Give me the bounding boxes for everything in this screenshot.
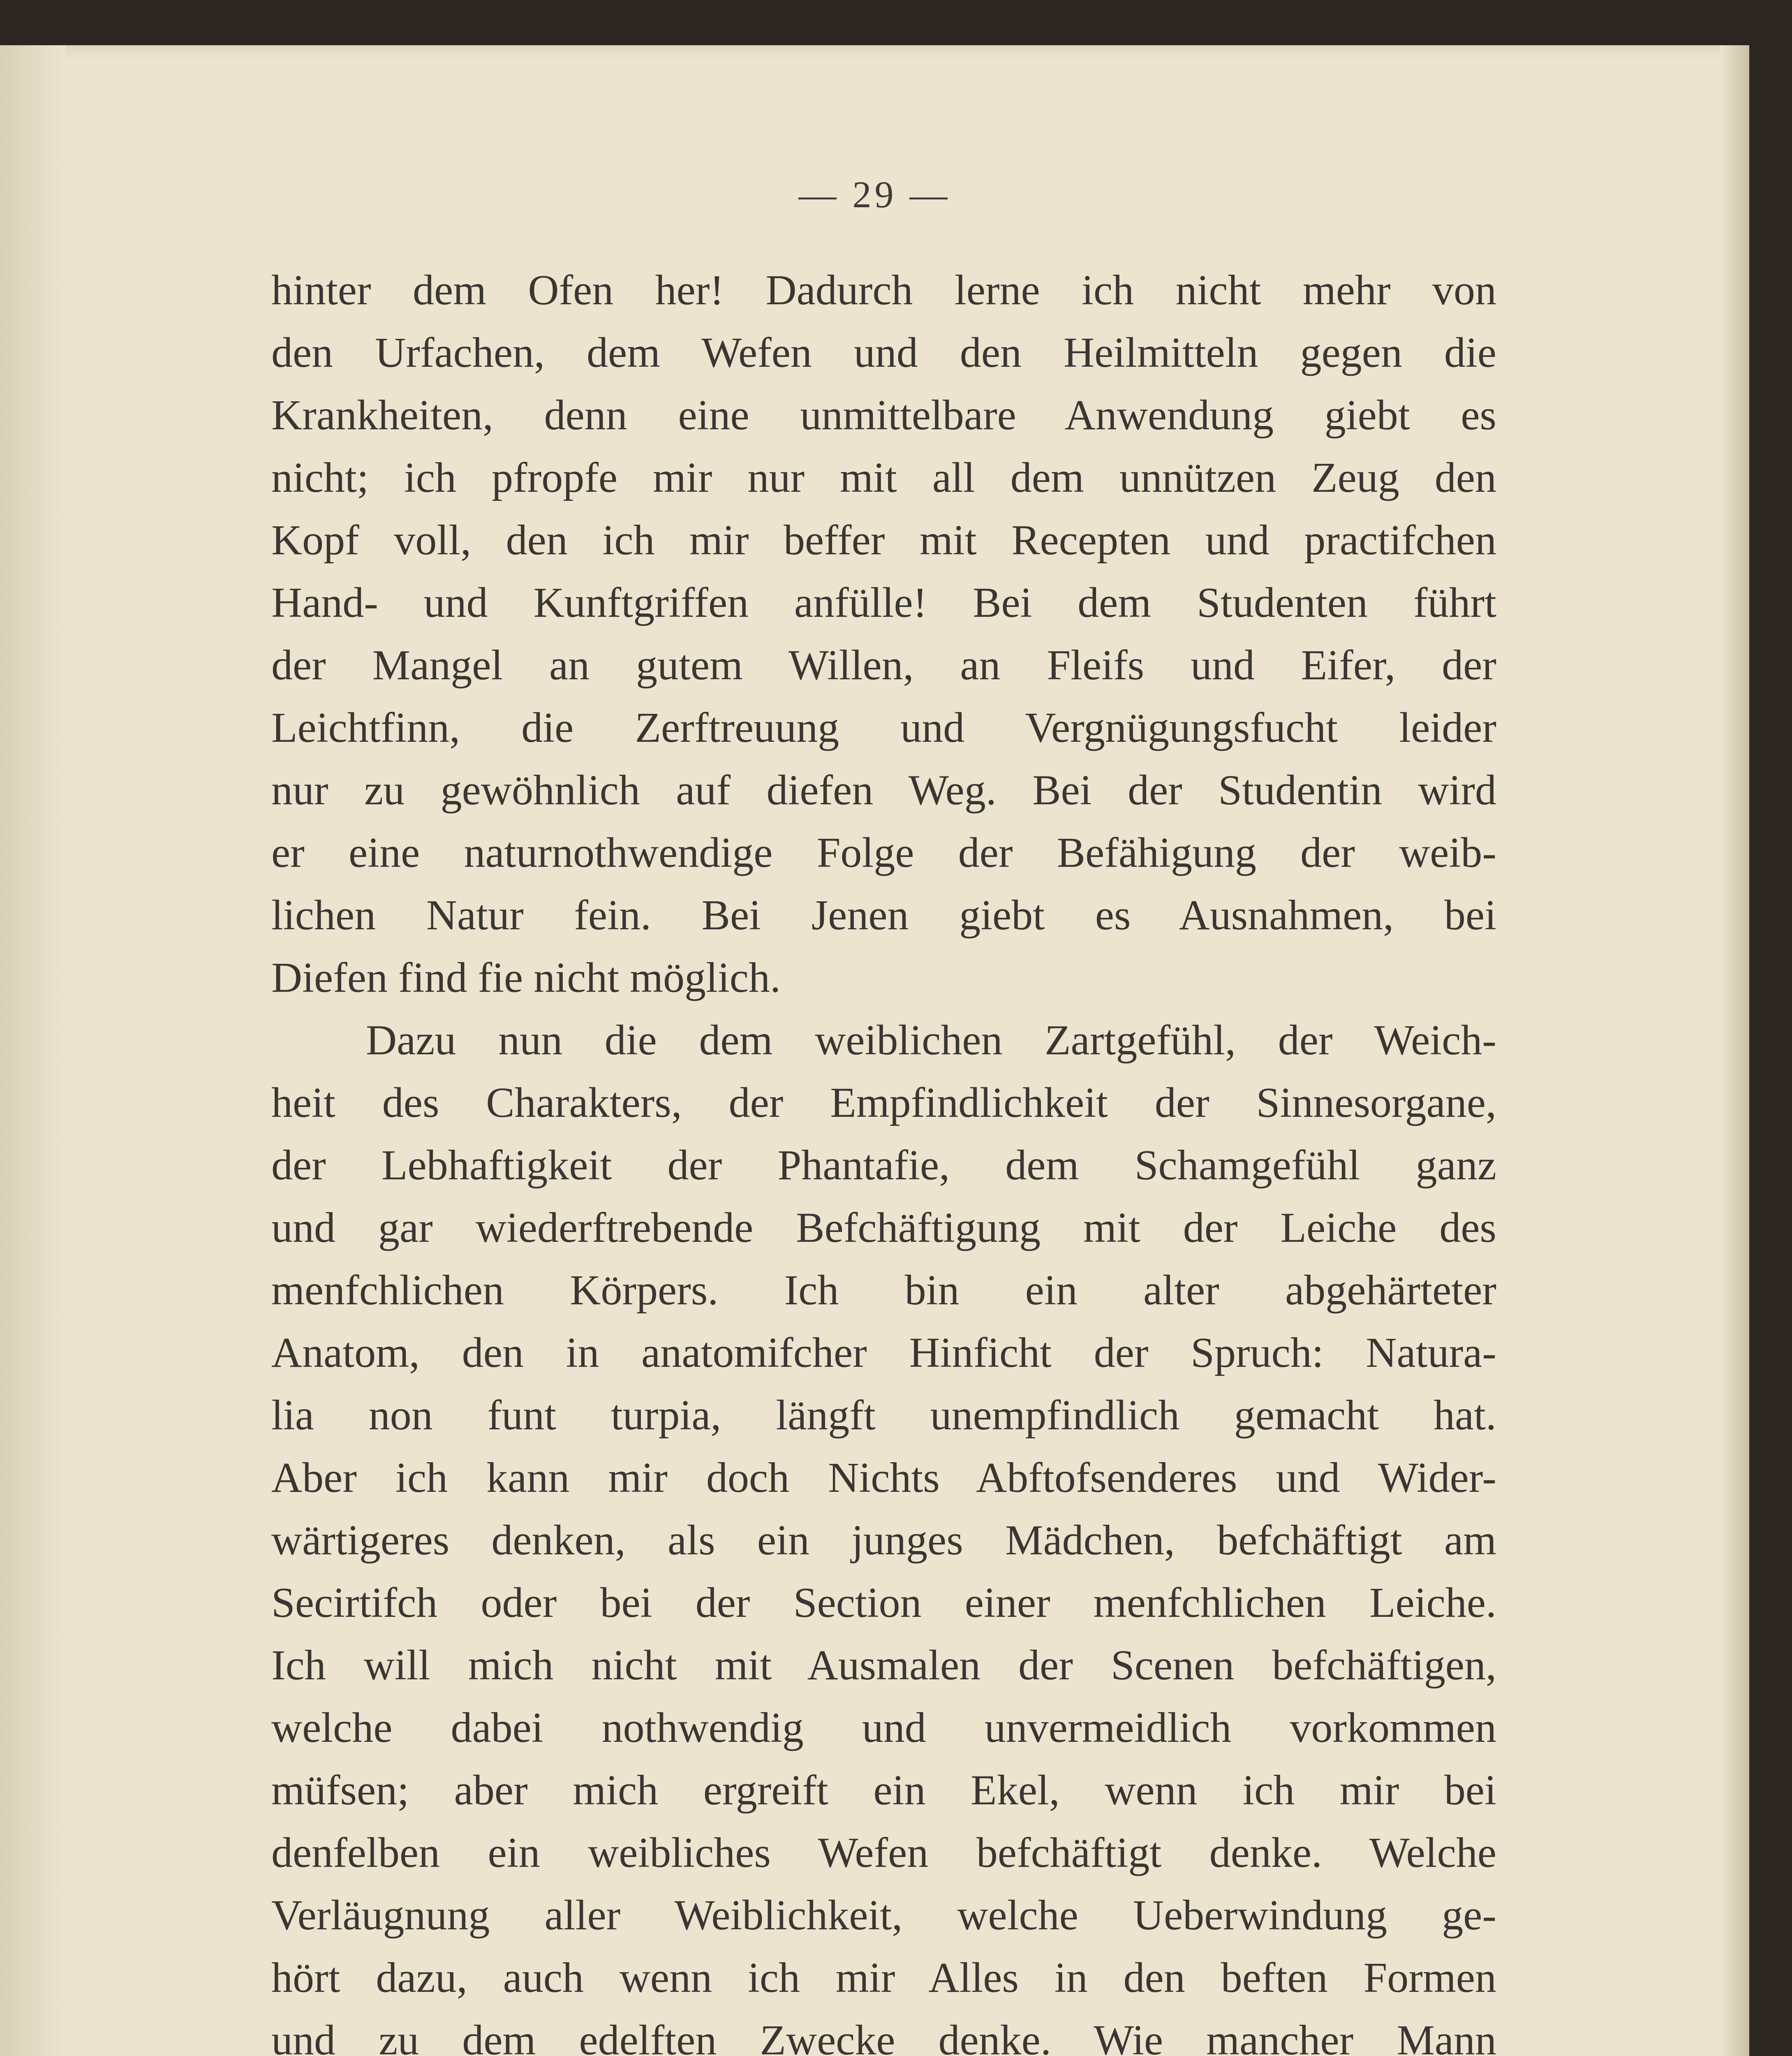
body-text [271, 259, 1496, 2056]
text-line: lia non funt turpia, längft unempfindlich gemacht hat. [271, 1392, 1496, 1439]
text-line: Ich will mich nicht mit Ausmalen der Scenen befchäftigen, [271, 1642, 1496, 1689]
text-line: den Urfachen, dem Wefen und den Heilmitteln gegen die [271, 329, 1496, 376]
text-line: lichen Natur fein. Bei Jenen giebt es Ausnahmen, bei [271, 891, 1496, 939]
text-line: der Lebhaftigkeit der Phantafie, dem Schamgefühl ganz [271, 1141, 1496, 1189]
page-number: — 29 — [798, 174, 951, 215]
text-line: Leichtfinn, die Zerftreuung und Vergnügungsfucht leider [271, 704, 1496, 751]
text-line: er eine naturnothwendige Folge der Befähigung der weib- [271, 829, 1496, 876]
text-line: Verläugnung aller Weiblichkeit, welche Ueberwindung ge- [271, 1892, 1496, 1939]
text-line: hinter dem Ofen her! Dadurch lerne ich nicht mehr von [271, 266, 1496, 314]
text-line: Krankheiten, denn eine unmittelbare Anwendung giebt es [271, 391, 1496, 439]
text-line: und zu dem edelften Zwecke denke. Wie mancher Mann [271, 2017, 1496, 2056]
text-line: denfelben ein weibliches Wefen befchäftigt denke. Welche [271, 1829, 1496, 1876]
text-line: menfchlichen Körpers. Ich bin ein alter abgehärteter [271, 1266, 1496, 1314]
book-page [0, 45, 1749, 2056]
text-line: Secirtifch oder bei der Section einer menfchlichen Leiche. [271, 1579, 1496, 1626]
text-line: Dazu nun die dem weiblichen Zartgefühl, der Weich- [366, 1016, 1496, 1064]
text-line: wärtigeres denken, als ein junges Mädchen, befchäftigt am [271, 1517, 1496, 1564]
text-line: Aber ich kann mir doch Nichts Abftofsenderes und Wider- [271, 1454, 1496, 1501]
text-line: nicht; ich pfropfe mir nur mit all dem unnützen Zeug den [271, 454, 1496, 501]
text-line: Diefen find fie nicht möglich. [271, 954, 781, 1001]
text-line: hört dazu, auch wenn ich mir Alles in den beften Formen [271, 1954, 1496, 2001]
text-line: Kopf voll, den ich mir beffer mit Recepten und practifchen [271, 516, 1496, 564]
text-line: und gar wiederftrebende Befchäftigung mit der Leiche des [271, 1204, 1496, 1251]
text-line: welche dabei nothwendig und unvermeidlich vorkommen [271, 1704, 1496, 1751]
page-gutter-shadow [0, 45, 66, 2056]
text-line: müfsen; aber mich ergreift ein Ekel, wenn ich mir bei [271, 1767, 1496, 1814]
text-line: Hand- und Kunftgriffen anfülle! Bei dem Studenten führt [271, 579, 1496, 626]
text-line: nur zu gewöhnlich auf diefen Weg. Bei der Studentin wird [271, 766, 1496, 814]
page-edge-shadow [1720, 45, 1749, 2056]
text-line: heit des Charakters, der Empfindlichkeit der Sinnesorgane, [271, 1079, 1496, 1126]
text-line: der Mangel an gutem Willen, an Fleifs und Eifer, der [271, 641, 1496, 689]
text-line: Anatom, den in anatomifcher Hinficht der Spruch: Natura- [271, 1329, 1496, 1376]
